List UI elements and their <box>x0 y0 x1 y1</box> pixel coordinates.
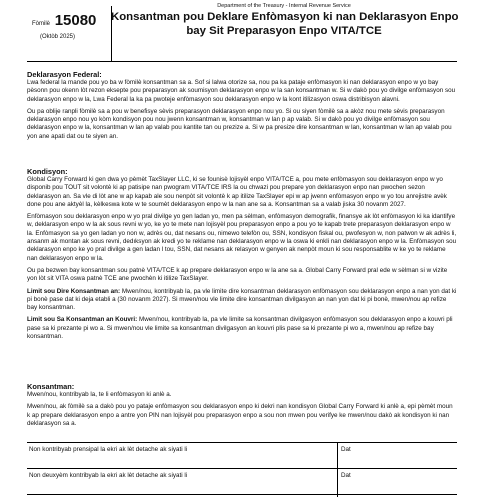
terms-paragraph-3: Ou pa bezwen bay konsantman sou patnè VITA/TCE k ap prepare deklarasyon enpo w la ane sa a. Global Carry Forward pral ede w sèlman si w vizite yon lòt sit VITA oswa patnè TCE ane pwochèn ki itilize TaxSlayer. <box>27 266 448 283</box>
form-title-line2: bay Sit Preparasyon Enpo VITA/TCE <box>186 25 382 37</box>
form-id-box <box>27 6 112 61</box>
department-line: Department of the Treasury - Internal Revenue Service <box>217 3 351 9</box>
duration-limit-text: Mwen/nou, kontribyab la, pa vle limite dire konsantman deklarasyon enfòmasyon sou deklarasyon enpo a nan yon dat ki pi bonè pase dat ki deja etabli a (30 novanm 2027). Si mwen/nou vle limite dire konsantman divilgasyon an nan yon dat ki pi bonè, mwen/nou ap refize bay konsantman. <box>27 287 457 312</box>
secondary-signature-field[interactable] <box>27 478 332 494</box>
consent-paragraph-1: Mwen/nou, kontribyab la, te li enfòmasyon ki anlè a. <box>27 391 172 398</box>
form-title-box <box>111 0 457 61</box>
scope-limit <box>27 316 457 341</box>
terms-paragraph-1: Global Carry Forward ki gen dwa yo pèmèt TaxSlayer LLC, ki se founisè lojisyèl enpo VITA/TCE a, pou mete enfòmasyon sou deklarasyon enpo w yo disponib pou TOUT sit volontè ki ap patisipe nan pwogram VITA/TCE IRS la ou chwazi pou prepare yon deklarasyon enpo nan pwochen sezon deklarasyon an. Sa vle di lòt ane w ap kapab ale sou nenpòt sit volontè k ap itilize TaxSlayer epi w ap jwenn enfòmasyon enpo w yo tou anrejistre avèk done pou ane aktyèl la, kèlkeswa kote w te soumèt deklarasyon enpo w la nan ane sa a. Konsantman sa a valab jiska 30 novanm 2027. <box>27 176 447 208</box>
signature-table <box>27 442 457 495</box>
duration-limit-label: Limit sou Dire Konsantman an: <box>27 287 121 295</box>
secondary-signature-label: Non deuxyèm kontribyab la ekri ak lèt detache ak siyati li <box>29 472 188 479</box>
form-page <box>27 0 459 479</box>
primary-signature-field[interactable] <box>27 452 332 468</box>
primary-date-field[interactable] <box>337 443 351 471</box>
primary-signature-label: Non kontribyab prensipal la ekri ak lèt detache ak siyati li <box>29 446 188 453</box>
form-label: Fòmilè <box>32 21 51 27</box>
form-title-line1: Konsantman pou Deklare Enfòmasyon ki nan Deklarasyon Enpo <box>111 11 459 23</box>
form-number: 15080 <box>54 12 97 29</box>
terms-paragraph-2: Enfòmasyon sou deklarasyon enpo w yo pral divilge yo gen ladan yo, men pa sèlman, enfòmasyon demografik, finansye ak lòt enfòmasyon ki ka idantifye w, deklarasyon enpo w la ak sous revni w yo, ke yo te mete nan lojisyèl pou preparasyon enpo a pou yo te kapab trete preparasyon deklarasyon enpo w la. Enfòmasyon sa yo gen ladan yo non w, adrès ou, dat nesans ou, nimewo telefòn ou, SSN, kondisyon fiskal ou, pwofesyon w, non patwon w ak adrès li, ansanm ak montan ak sous revni, dedıksyon ak kredi yo te reklame nan deklarasyon enpo w la oswa ki enkli nan deklarasyon enpo w la. Enfòmasyon sou deklarasyon enpo ke yo pral divilge a gen ladan l tou, SSN, dat nesans ak relasyon w genyen ak nenpòt moun ki sou responsablite w ke yo te reklame nan deklarasyon enpo w la. <box>27 213 457 262</box>
header-divider <box>27 61 457 62</box>
primary-signature-row <box>27 443 457 469</box>
duration-limit <box>27 288 457 313</box>
federal-section <box>27 70 457 141</box>
secondary-date-field[interactable] <box>337 469 351 497</box>
terms-title: Kondisyon: <box>27 167 68 176</box>
scope-limit-label: Limit sou Sa Konsantman an Kouvri: <box>27 316 138 324</box>
federal-title: Deklarasyon Federal: <box>27 70 102 79</box>
secondary-signature-row <box>27 469 457 495</box>
consent-section <box>27 382 457 428</box>
form-header <box>27 0 457 61</box>
form-date: (Oktòb 2025) <box>40 34 76 40</box>
scope-limit-text: Mwen/nou, kontribyab la, pa vle limite sa konsantman divilgasyon enfòmasyon sou deklarasyon enpo a kouvri pli pase sa ki prezante pi wo a. Si mwen/nou vle limite sa konsantman divilgasyon an kouvri plis pase sa ki prezante pi wo a, mwen/nou ap refize bay konsantman. <box>27 316 453 341</box>
federal-paragraph-1: Lwa federal la mande pou yo ba w fòmilè konsantman sa a. Sof si lalwa otorize sa, nou pa ka pataje enfòmasyon ki nan deklarasyon enpo w yo bay pèsonn pou okenn lòt rezon eksepte pou preparasyon ak soumisyon deklarasyon enpo w la san konsantman w. Si w dakò pou yo divilge enfòmasyon sou deklarasyon enpo w la, Lwa Federal la ka pa pwoteje enfòmasyon sou deklarasyon enpo w la kont itilizasyon oswa distribisyon alavni. <box>27 79 456 103</box>
consent-paragraph-2: Mwen/nou, ak fòmilè sa a dakò pou yo pataje enfòmasyon sou deklarasyon enpo ki dekri nan kondisyon Global Carry Forward ki anlè a, epi pèmèt moun k ap prepare deklarasyon enpo a antre yon PIN nan lojisyèl pou preparasyon enpo a sou non mwen pou verifye ke mwen/nou dakò ak kondisyon ki nan deklarasyon sa a. <box>27 403 453 427</box>
federal-paragraph-2: Ou pa oblije ranpli fòmilè sa a pou w benefisye sèvis preparasyon deklarasyon enpo nou yo. Si ou siyen fòmilè sa a akòz nou mete sèvis preparasyon deklarasyon enpo nou yo kòm kondisyon pou nou jwenn konsantman w, konsantman w lan p ap valab. Si w dakò pou yo divilge enfòmasyon sou deklarasyon enpo w la, konsantman w lan ap valab pou kantite tan ou prezize a. Si w pa presize dire konsantman w lan, konsantman w lan ap valab pou yon ane apati dat ou te siyen an. <box>27 107 452 140</box>
terms-section <box>27 167 457 341</box>
secondary-date-label: Dat <box>341 472 351 479</box>
consent-title: Konsantman: <box>27 382 75 391</box>
primary-date-label: Dat <box>341 446 351 453</box>
